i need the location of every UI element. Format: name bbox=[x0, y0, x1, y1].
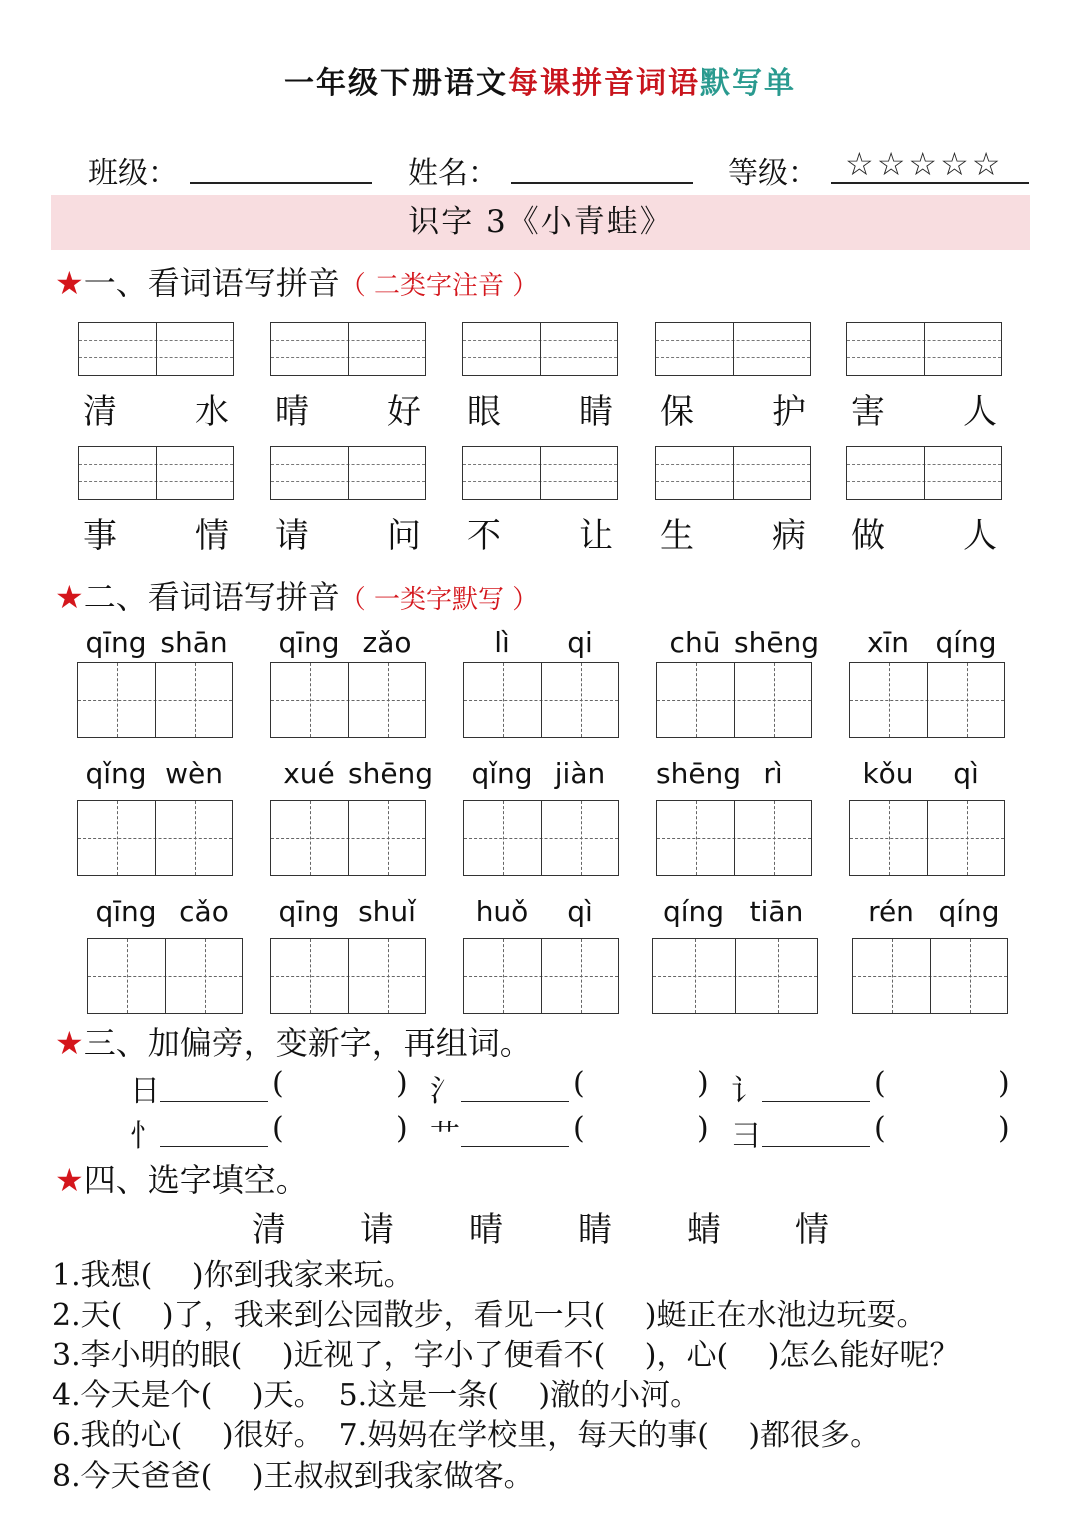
radical: 忄 bbox=[130, 1119, 160, 1154]
star-icon: ★ bbox=[55, 1024, 84, 1062]
tianzige-writing-box[interactable] bbox=[87, 938, 243, 1014]
fill-in-sentence: 3.李小明的眼( )近视了，字小了便看不( )，心( )怎么能好呢？ bbox=[52, 1338, 960, 1373]
section-1-heading bbox=[55, 258, 538, 304]
word-character: 病 bbox=[772, 516, 806, 556]
word-characters bbox=[71, 384, 241, 433]
word-character: 不 bbox=[467, 516, 501, 556]
name-label: 姓名： bbox=[408, 156, 498, 191]
title-part-1: 一年级下册语文 bbox=[284, 66, 508, 101]
word-answer-field[interactable] bbox=[288, 1111, 388, 1147]
tianzige-writing-box[interactable] bbox=[77, 662, 233, 738]
word-character: 好 bbox=[387, 392, 421, 432]
word-character: 让 bbox=[579, 516, 613, 556]
word-character: 害 bbox=[851, 392, 885, 432]
pinyin-syllable: qīng bbox=[278, 626, 340, 659]
fill-in-sentence: 6.我的心( )很好。 7.妈妈在学校里，每天的事( )都很多。 bbox=[52, 1418, 881, 1453]
open-paren: ( bbox=[272, 1066, 284, 1101]
pinyin-syllable: qīng bbox=[278, 895, 340, 928]
open-paren: ( bbox=[874, 1111, 886, 1146]
star-icon: ★ bbox=[55, 1161, 84, 1199]
word-character: 眼 bbox=[467, 392, 501, 432]
title-part-3: 默写单 bbox=[700, 66, 796, 101]
pinyin-syllable: huǒ bbox=[475, 895, 529, 928]
pinyin-writing-box[interactable] bbox=[462, 322, 618, 376]
word-character: 晴 bbox=[275, 392, 309, 432]
pinyin-syllable: qíng bbox=[935, 626, 997, 659]
pinyin-syllable: shēng bbox=[656, 757, 742, 790]
word-character: 护 bbox=[772, 392, 806, 432]
word-character: 睛 bbox=[579, 392, 613, 432]
pinyin-syllable: cǎo bbox=[179, 895, 229, 928]
section-4-title: 四、选字填空。 bbox=[83, 1161, 308, 1199]
word-characters bbox=[455, 384, 625, 433]
new-character-blank[interactable] bbox=[160, 1146, 268, 1147]
pinyin-syllable: shuǐ bbox=[358, 895, 416, 928]
pinyin-syllable: qi bbox=[567, 626, 593, 659]
new-character-blank[interactable] bbox=[461, 1101, 569, 1102]
word-character: 事 bbox=[83, 516, 117, 556]
tianzige-writing-box[interactable] bbox=[270, 662, 426, 738]
word-answer-field[interactable] bbox=[589, 1111, 689, 1147]
tianzige-writing-box[interactable] bbox=[463, 800, 619, 876]
pinyin-syllable: rén bbox=[868, 895, 914, 928]
word-character: 清 bbox=[83, 392, 117, 432]
pinyin-syllable: qíng bbox=[662, 895, 725, 928]
tianzige-writing-box[interactable] bbox=[656, 800, 812, 876]
close-paren: ) bbox=[697, 1111, 709, 1146]
word-characters bbox=[455, 508, 625, 557]
pinyin-syllable: xīn bbox=[866, 626, 910, 659]
open-paren: ( bbox=[272, 1111, 284, 1146]
pinyin-syllable: zǎo bbox=[362, 626, 412, 659]
word-character: 生 bbox=[660, 516, 694, 556]
fill-in-sentence: 8.今天爸爸( )王叔叔到我家做客。 bbox=[52, 1459, 534, 1494]
pinyin-syllable: qì bbox=[567, 895, 593, 928]
star-icon: ★ bbox=[55, 578, 84, 616]
new-character-blank[interactable] bbox=[461, 1146, 569, 1147]
tianzige-writing-box[interactable] bbox=[270, 800, 426, 876]
new-character-blank[interactable] bbox=[762, 1101, 870, 1102]
tianzige-writing-box[interactable] bbox=[270, 938, 426, 1014]
word-characters bbox=[839, 508, 1009, 557]
open-paren: ( bbox=[573, 1066, 585, 1101]
choice-character: 睛 bbox=[578, 1210, 612, 1250]
title-part-2: 每课拼音词语 bbox=[508, 66, 700, 101]
pinyin-syllable: shēng bbox=[348, 757, 434, 790]
name-field[interactable] bbox=[511, 182, 693, 184]
pinyin-syllable: shēng bbox=[734, 626, 820, 659]
tianzige-writing-box[interactable] bbox=[463, 662, 619, 738]
close-paren: ) bbox=[697, 1066, 709, 1101]
pinyin-writing-box[interactable] bbox=[846, 322, 1002, 376]
tianzige-writing-box[interactable] bbox=[656, 662, 812, 738]
word-character: 请 bbox=[275, 516, 309, 556]
class-field[interactable] bbox=[190, 182, 372, 184]
choice-character: 情 bbox=[795, 1210, 829, 1250]
word-character: 人 bbox=[963, 516, 997, 556]
grade-stars[interactable]: ☆☆☆☆☆ bbox=[845, 145, 1004, 183]
word-characters bbox=[648, 384, 818, 433]
lesson-banner: 识字 3《小青蛙》 bbox=[51, 195, 1030, 250]
radical: 日 bbox=[130, 1074, 160, 1109]
choice-character: 蜻 bbox=[687, 1210, 721, 1250]
grade-label: 等级： bbox=[728, 156, 818, 191]
radical: 彐 bbox=[731, 1119, 761, 1154]
choice-character: 请 bbox=[360, 1210, 394, 1250]
open-paren: ( bbox=[573, 1111, 585, 1146]
word-characters bbox=[839, 384, 1009, 433]
pinyin-syllable: shān bbox=[160, 626, 228, 659]
pinyin-syllable: kǒu bbox=[862, 757, 914, 790]
fill-in-sentence: 4.今天是个( )天。 5.这是一条( )澈的小河。 bbox=[52, 1378, 701, 1413]
pinyin-syllable: qīng bbox=[95, 895, 157, 928]
tianzige-writing-box[interactable] bbox=[463, 938, 619, 1014]
word-characters bbox=[71, 508, 241, 557]
fill-in-sentence: 1.我想( )你到我家来玩。 bbox=[52, 1258, 414, 1293]
section-1-note: （ 二类字注音 ） bbox=[339, 271, 539, 301]
pinyin-writing-box[interactable] bbox=[846, 446, 1002, 500]
word-character: 问 bbox=[387, 516, 421, 556]
word-characters bbox=[648, 508, 818, 557]
pinyin-syllable: rì bbox=[763, 757, 783, 790]
pinyin-syllable: qǐng bbox=[85, 757, 147, 790]
word-character: 人 bbox=[963, 392, 997, 432]
section-3-heading bbox=[55, 1018, 532, 1064]
pinyin-writing-box[interactable] bbox=[270, 446, 426, 500]
section-4-heading bbox=[55, 1155, 308, 1201]
pinyin-syllable: xué bbox=[283, 757, 335, 790]
pinyin-syllable: chū bbox=[669, 626, 721, 659]
new-character-blank[interactable] bbox=[160, 1101, 268, 1102]
pinyin-writing-box[interactable] bbox=[270, 322, 426, 376]
pinyin-writing-box[interactable] bbox=[78, 322, 234, 376]
choice-character: 晴 bbox=[469, 1210, 503, 1250]
word-answer-field[interactable] bbox=[288, 1066, 388, 1102]
section-2-heading bbox=[55, 572, 538, 618]
word-characters bbox=[263, 384, 433, 433]
word-answer-field[interactable] bbox=[890, 1111, 990, 1147]
section-1-title: 一、看词语写拼音 bbox=[83, 264, 340, 302]
close-paren: ) bbox=[396, 1111, 408, 1146]
close-paren: ) bbox=[998, 1066, 1010, 1101]
class-label: 班级： bbox=[88, 156, 178, 191]
pinyin-syllable: jiàn bbox=[554, 757, 606, 790]
pinyin-syllable: qì bbox=[953, 757, 979, 790]
pinyin-writing-box[interactable] bbox=[78, 446, 234, 500]
word-answer-field[interactable] bbox=[890, 1066, 990, 1102]
tianzige-writing-box[interactable] bbox=[849, 800, 1005, 876]
word-characters bbox=[263, 508, 433, 557]
page-title bbox=[0, 58, 1080, 102]
pinyin-syllable: wèn bbox=[165, 757, 223, 790]
tianzige-writing-box[interactable] bbox=[849, 662, 1005, 738]
star-icon: ★ bbox=[55, 264, 84, 302]
pinyin-syllable: qíng bbox=[938, 895, 1000, 928]
tianzige-writing-box[interactable] bbox=[77, 800, 233, 876]
close-paren: ) bbox=[396, 1066, 408, 1101]
radical: 艹 bbox=[430, 1119, 460, 1154]
pinyin-syllable: tiān bbox=[749, 895, 804, 928]
word-character: 水 bbox=[195, 392, 229, 432]
word-answer-field[interactable] bbox=[589, 1066, 689, 1102]
section-2-note: （ 一类字默写 ） bbox=[339, 585, 539, 615]
new-character-blank[interactable] bbox=[762, 1146, 870, 1147]
pinyin-writing-box[interactable] bbox=[462, 446, 618, 500]
close-paren: ) bbox=[998, 1111, 1010, 1146]
pinyin-writing-box[interactable] bbox=[655, 322, 811, 376]
section-2-title: 二、看词语写拼音 bbox=[83, 578, 340, 616]
section-3-title: 三、加偏旁，变新字，再组词。 bbox=[83, 1024, 532, 1062]
pinyin-syllable: lì bbox=[494, 626, 510, 659]
pinyin-syllable: qīng bbox=[85, 626, 147, 659]
pinyin-writing-box[interactable] bbox=[655, 446, 811, 500]
pinyin-syllable: qǐng bbox=[471, 757, 533, 790]
open-paren: ( bbox=[874, 1066, 886, 1101]
fill-in-sentence: 2.天( )了，我来到公园散步，看见一只( )蜓正在水池边玩耍。 bbox=[52, 1298, 927, 1333]
radical: 讠 bbox=[731, 1074, 761, 1109]
choice-character: 清 bbox=[252, 1210, 286, 1250]
word-character: 保 bbox=[660, 392, 694, 432]
word-character: 情 bbox=[195, 516, 229, 556]
tianzige-writing-box[interactable] bbox=[652, 938, 818, 1014]
word-character: 做 bbox=[851, 516, 885, 556]
tianzige-writing-box[interactable] bbox=[852, 938, 1008, 1014]
radical: 氵 bbox=[430, 1074, 460, 1109]
